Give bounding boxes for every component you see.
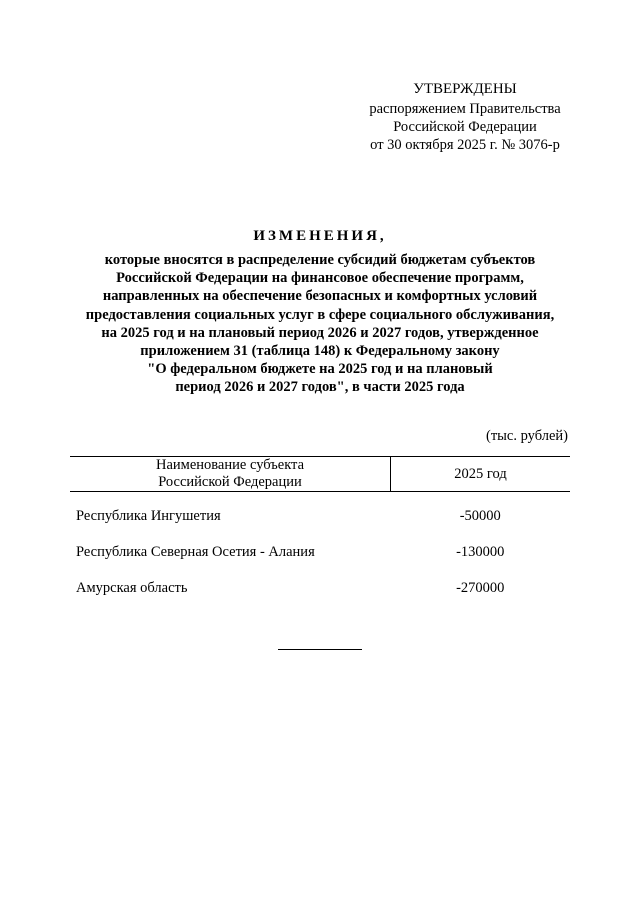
- approval-line-2: Российской Федерации: [393, 119, 537, 135]
- subtitle-line: предоставления социальных услуг в сфере социального обслуживания,: [85, 306, 555, 323]
- subtitle-line: которые вносятся в распределение субсидий бюджетам субъектов: [104, 252, 536, 268]
- row-value: -130000: [456, 543, 505, 560]
- table-row: [70, 492, 570, 535]
- row-subject-name: Республика Северная Осетия - Алания: [76, 543, 315, 560]
- subtitle-line: Российской Федерации на финансовое обеспечение программ,: [116, 270, 524, 287]
- row-subject-name: Республика Ингушетия: [76, 507, 221, 524]
- subtitle-line: приложением 31 (таблица 148) к Федеральному закону: [140, 343, 500, 360]
- document-title: ИЗМЕНЕНИЯ,: [253, 228, 387, 244]
- approval-heading: УТВЕРЖДЕНЫ: [413, 81, 517, 97]
- row-value: -270000: [456, 579, 505, 596]
- column-header-name: Наименование субъекта Российской Федерации: [70, 457, 391, 492]
- column-header-year: 2025 год: [454, 465, 507, 482]
- end-divider: [278, 649, 362, 650]
- unit-label: (тыс. рублей): [486, 428, 568, 444]
- row-subject-name: Амурская область: [76, 579, 188, 596]
- table-row: [70, 534, 570, 570]
- approval-line-1: распоряжением Правительства: [369, 101, 561, 117]
- approval-block: [340, 80, 590, 154]
- subsidy-table: [70, 456, 570, 606]
- table-header-row: [70, 457, 570, 492]
- subtitle-line: период 2026 и 2027 годов", в части 2025 года: [175, 379, 465, 396]
- table-row: [70, 570, 570, 606]
- subtitle-line: направленных на обеспечение безопасных и комфортных условий: [102, 288, 538, 305]
- subtitle-line: "О федеральном бюджете на 2025 год и на плановый: [147, 361, 493, 378]
- document-subtitle: [60, 251, 580, 397]
- row-value: -50000: [459, 507, 501, 524]
- subtitle-line: на 2025 год и на плановый период 2026 и 2027 годов, утвержденное: [101, 324, 539, 341]
- approval-line-3: от 30 октября 2025 г. № 3076-р: [370, 137, 560, 153]
